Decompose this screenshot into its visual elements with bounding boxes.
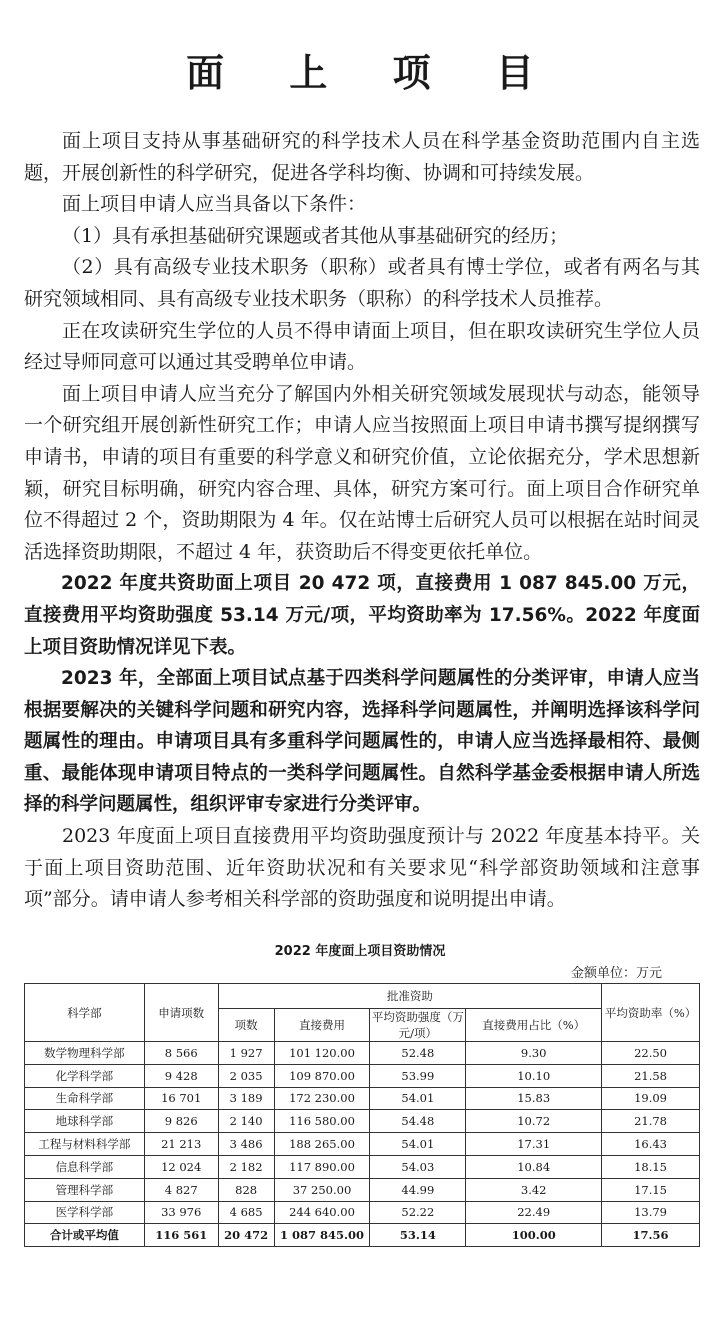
table-cell: 2 182 bbox=[218, 1155, 274, 1178]
paragraph-bold: 2023 年，全部面上项目试点基于四类科学问题属性的分类评审，申请人应当根据要解决的关键科学问题和研究内容，选择科学问题属性，并阐明选择该科学问题属性的理由。申请项目具有多重科学问题属性的，申请人应当选择最相符、最侧重、最能体现申请项目特点的一类科学问题属性。自然科学基金委根据申请人所选择的科学问题属性，组织评审专家进行分类评审。 bbox=[24, 668, 700, 816]
table-row bbox=[25, 1178, 700, 1201]
table-cell: 10.10 bbox=[466, 1064, 602, 1087]
funding-table bbox=[24, 983, 700, 1247]
paragraph: 正在攻读研究生学位的人员不得申请面上项目，但在职攻读研究生学位人员经过导师同意可以通过其受聘单位申请。 bbox=[24, 319, 700, 374]
table-cell: 101 120.00 bbox=[274, 1042, 370, 1065]
table-total-row bbox=[25, 1224, 700, 1247]
paragraph: （2）具有高级专业技术职务（职称）或者具有博士学位，或者有两名与其研究领域相同、具有高级专业技术职务（职称）的科学技术人员推荐。 bbox=[24, 256, 700, 310]
table-cell: 地球科学部 bbox=[25, 1110, 145, 1133]
header-avg: 平均资助强度（万元/项） bbox=[371, 1010, 464, 1040]
table-cell: 10.84 bbox=[466, 1155, 602, 1178]
table-cell: 21.58 bbox=[602, 1064, 700, 1087]
table-unit: 金额单位：万元 bbox=[570, 966, 662, 981]
table-cell: 20 472 bbox=[218, 1224, 274, 1247]
paragraph: 2023 年度面上项目直接费用平均资助强度预计与 2022 年度基本持平。关于面上项目资助范围、近年资助状况和有关要求见“科学部资助领域和注意事项”部分。请申请人参考相关科学部的资助强度和说明提出申请。 bbox=[24, 825, 700, 911]
table-row bbox=[25, 1201, 700, 1224]
table-cell: 10.72 bbox=[466, 1110, 602, 1133]
table-cell: 医学科学部 bbox=[25, 1201, 145, 1224]
table-row bbox=[25, 1064, 700, 1087]
table-cell: 16.43 bbox=[602, 1133, 700, 1156]
table-cell: 33 976 bbox=[144, 1201, 218, 1224]
table-cell: 17.56 bbox=[602, 1224, 700, 1247]
table-cell: 54.01 bbox=[370, 1133, 466, 1156]
table-title: 2022 年度面上项目资助情况 bbox=[274, 944, 446, 959]
table-cell: 8 566 bbox=[144, 1042, 218, 1065]
table-cell: 2 140 bbox=[218, 1110, 274, 1133]
table-cell: 18.15 bbox=[602, 1155, 700, 1178]
table-cell: 188 265.00 bbox=[274, 1133, 370, 1156]
header-applied: 申请项数 bbox=[144, 984, 218, 1042]
table-cell: 109 870.00 bbox=[274, 1064, 370, 1087]
table-row bbox=[25, 1087, 700, 1110]
table-cell: 19.09 bbox=[602, 1087, 700, 1110]
table-row bbox=[25, 1155, 700, 1178]
paragraph: 面上项目申请人应当充分了解国内外相关研究领域发展现状与动态，能领导一个研究组开展创新性研究工作；申请人应当按照面上项目申请书撰写提纲撰写申请书，申请的项目有重要的科学意义和研究价值，立论依据充分，学术思想新颖，研究目标明确，研究内容合理、具体，研究方案可行。面上项目合作研究单位不得超过 2 个，资助期限为 4 年。仅在站博士后研究人员可以根据在站时间灵活选择资助期限，不超过 4 年，获资助后不得变更依托单位。 bbox=[24, 382, 700, 563]
table-cell: 数学物理科学部 bbox=[25, 1042, 145, 1065]
table-cell: 9 428 bbox=[144, 1064, 218, 1087]
table-cell: 17.15 bbox=[602, 1178, 700, 1201]
table-cell: 4 685 bbox=[218, 1201, 274, 1224]
table-cell: 管理科学部 bbox=[25, 1178, 145, 1201]
page-title: 面 上 项 目 bbox=[186, 51, 560, 95]
table-cell: 合计或平均值 bbox=[25, 1224, 145, 1247]
header-direct: 直接费用 bbox=[274, 1009, 370, 1042]
table-cell: 54.03 bbox=[370, 1155, 466, 1178]
header-rate: 平均资助率（%） bbox=[602, 984, 700, 1042]
table-cell: 54.01 bbox=[370, 1087, 466, 1110]
table-cell: 工程与材料科学部 bbox=[25, 1133, 145, 1156]
table-cell: 54.48 bbox=[370, 1110, 466, 1133]
table-cell: 3.42 bbox=[466, 1178, 602, 1201]
table-cell: 17.31 bbox=[466, 1133, 602, 1156]
table-cell: 化学科学部 bbox=[25, 1064, 145, 1087]
table-body bbox=[25, 1042, 700, 1247]
table-cell: 117 890.00 bbox=[274, 1155, 370, 1178]
table-row bbox=[25, 1042, 700, 1065]
table-cell: 116 580.00 bbox=[274, 1110, 370, 1133]
table-cell: 9 826 bbox=[144, 1110, 218, 1133]
table-cell: 52.48 bbox=[370, 1042, 466, 1065]
table-cell: 生命科学部 bbox=[25, 1087, 145, 1110]
paragraph: 面上项目支持从事基础研究的科学技术人员在科学基金资助范围内自主选题，开展创新性的科学研究，促进各学科均衡、协调和可持续发展。 bbox=[24, 130, 700, 184]
body-text bbox=[24, 126, 700, 916]
table-cell: 1 087 845.00 bbox=[274, 1224, 370, 1247]
table-cell: 172 230.00 bbox=[274, 1087, 370, 1110]
table-cell: 53.99 bbox=[370, 1064, 466, 1087]
paragraph: （1）具有承担基础研究课题或者其他从事基础研究的经历； bbox=[62, 224, 569, 247]
table-cell: 3 486 bbox=[218, 1133, 274, 1156]
header-share: 直接费用占比（%） bbox=[466, 1009, 602, 1042]
table-cell: 9.30 bbox=[466, 1042, 602, 1065]
table-cell: 21.78 bbox=[602, 1110, 700, 1133]
table-cell: 828 bbox=[218, 1178, 274, 1201]
table-cell: 16 701 bbox=[144, 1087, 218, 1110]
table-row bbox=[25, 1110, 700, 1133]
table-row bbox=[25, 1133, 700, 1156]
table-cell: 4 827 bbox=[144, 1178, 218, 1201]
paragraph: 面上项目申请人应当具备以下条件： bbox=[62, 193, 367, 216]
table-cell: 53.14 bbox=[370, 1224, 466, 1247]
table-cell: 3 189 bbox=[218, 1087, 274, 1110]
header-dept: 科学部 bbox=[25, 984, 145, 1042]
table-cell: 信息科学部 bbox=[25, 1155, 145, 1178]
table-cell: 44.99 bbox=[370, 1178, 466, 1201]
table-cell: 52.22 bbox=[370, 1201, 466, 1224]
header-approved: 批准资助 bbox=[218, 984, 601, 1009]
table-cell: 13.79 bbox=[602, 1201, 700, 1224]
table-cell: 21 213 bbox=[144, 1133, 218, 1156]
table-cell: 22.50 bbox=[602, 1042, 700, 1065]
table-cell: 12 024 bbox=[144, 1155, 218, 1178]
table-cell: 22.49 bbox=[466, 1201, 602, 1224]
table-cell: 2 035 bbox=[218, 1064, 274, 1087]
table-cell: 244 640.00 bbox=[274, 1201, 370, 1224]
table-cell: 100.00 bbox=[466, 1224, 602, 1247]
header-count: 项数 bbox=[218, 1009, 274, 1042]
table-cell: 1 927 bbox=[218, 1042, 274, 1065]
table-cell: 15.83 bbox=[466, 1087, 602, 1110]
paragraph-bold: 2022 年度共资助面上项目 20 472 项，直接费用 1 087 845.00 万元，直接费用平均资助强度 53.14 万元/项，平均资助率为 17.56%。2022 年度面上项目资助情况详见下表。 bbox=[24, 573, 700, 658]
table-cell: 37 250.00 bbox=[274, 1178, 370, 1201]
table-cell: 116 561 bbox=[144, 1224, 218, 1247]
